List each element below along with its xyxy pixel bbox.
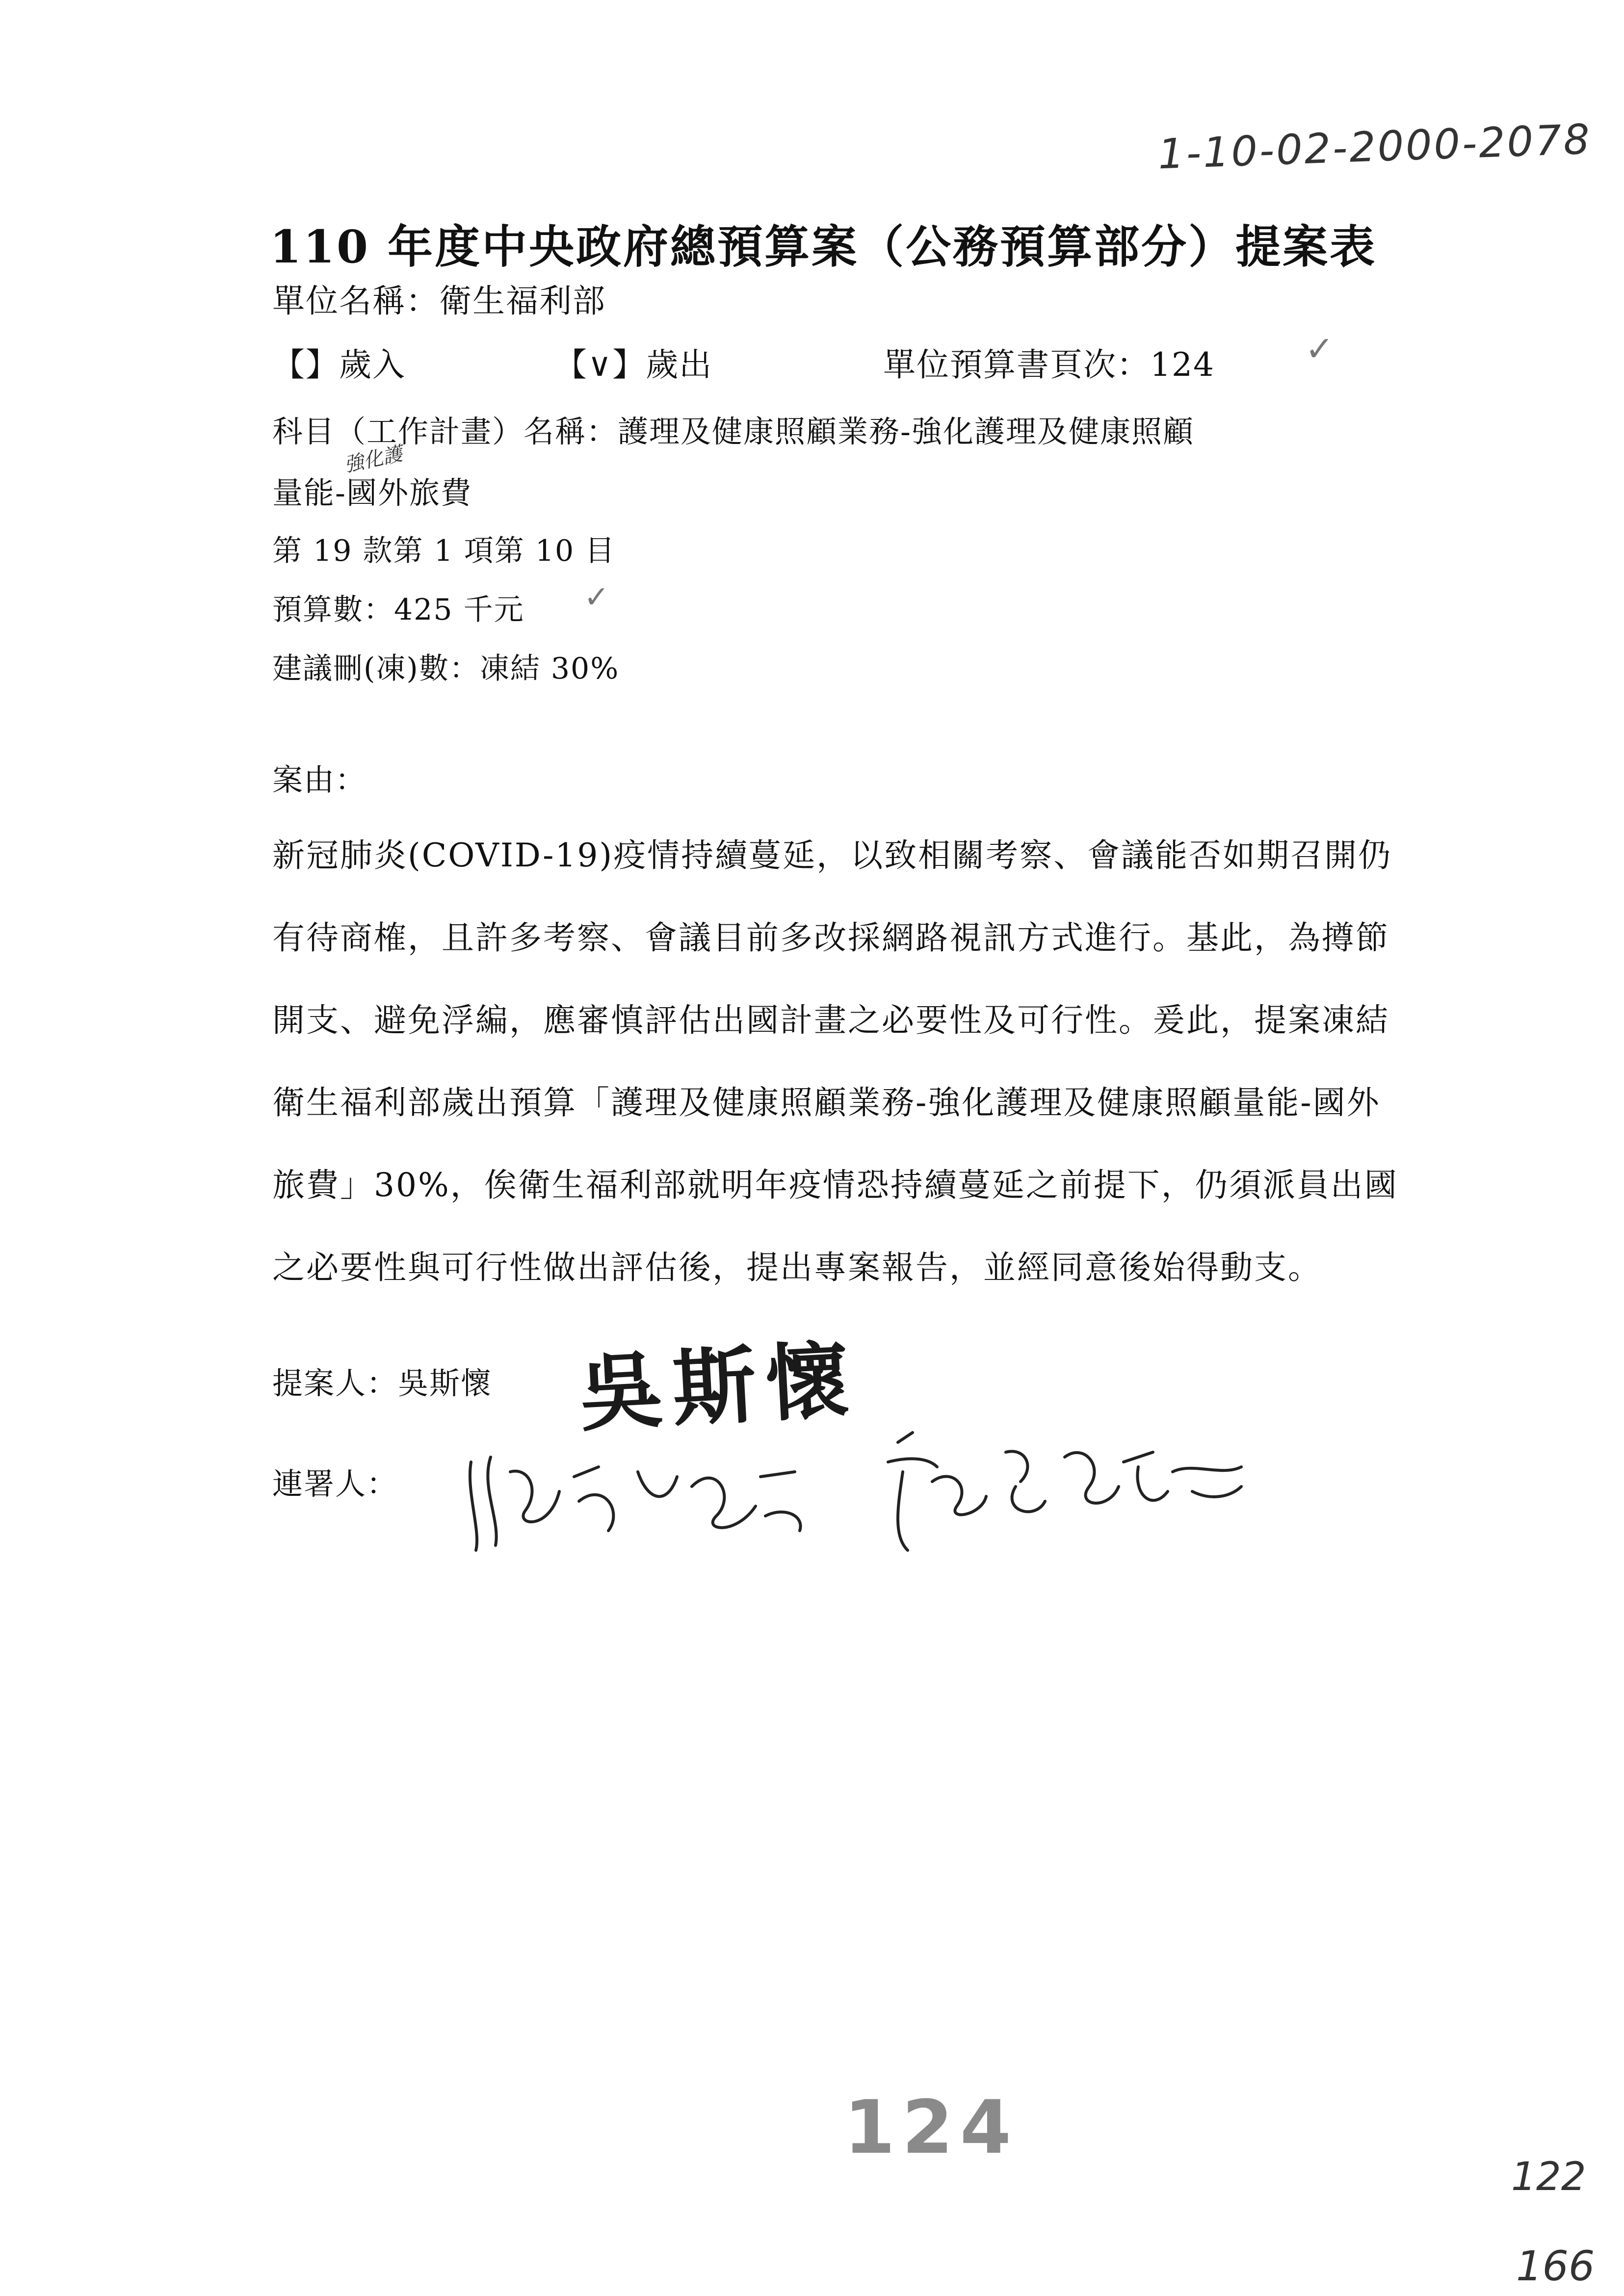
- page-title: 110 年度中央政府總預算案（公務預算部分）提案表: [270, 220, 1377, 273]
- proposer-label: 提案人：吳斯懷: [272, 1365, 493, 1401]
- page-number: 124: [844, 2085, 1019, 2170]
- reason-label: 案由：: [272, 762, 367, 798]
- subject-line-2: 量能-國外旅費: [272, 475, 472, 511]
- check-mark-amount: ✓: [584, 579, 610, 615]
- handwritten-number-2: 166: [1516, 2242, 1595, 2290]
- unit-name: 單位名稱：衛生福利部: [272, 282, 606, 320]
- income-option: 【】歲入: [272, 346, 406, 384]
- cosigner-signature-2: [878, 1423, 1251, 1560]
- suggestion: 建議刪(凍)數：凍結 30%: [272, 652, 620, 686]
- budget-page: 單位預算書頁次：124: [883, 346, 1215, 384]
- cosigner-label: 連署人：: [272, 1466, 398, 1502]
- cosigner-signature-1: [461, 1433, 814, 1560]
- handwritten-number-1: 122: [1511, 2154, 1586, 2199]
- subject-line-1: 科目（工作計畫）名稱：護理及健康照顧業務-強化護理及健康照顧: [272, 414, 1194, 449]
- handwritten-doc-id: 1-10-02-2000-2078: [1157, 115, 1593, 179]
- proposer-signature: 吳斯懷: [577, 1331, 862, 1443]
- reason-text: 新冠肺炎(COVID-19)疫情持續蔓延，以致相關考察、會議能否如期召開仍有待商榷，且許多考察、會議目前多改採網路視訊方式進行。基此，為撙節開支、避免浮編，應審慎評估出國計畫之必要性及可行性。爰此，提案凍結衛生福利部歲出預算「護理及健康照顧業務-強化護理及健康照顧量能-國外旅費」30%，俟衛生福利部就明年疫情恐持續蔓延之前提下，仍須派員出國之必要性與可行性做出評估後，提出專案報告，並經同意後始得動支。: [272, 836, 1398, 1286]
- margin-note: 強化護: [342, 442, 405, 477]
- section-line: 第 19 款第 1 項第 10 目: [272, 534, 616, 568]
- budget-amount: 預算數：425 千元: [272, 593, 524, 627]
- expense-option: 【∨】歲出: [554, 346, 713, 384]
- check-mark-page: ✓: [1305, 329, 1335, 369]
